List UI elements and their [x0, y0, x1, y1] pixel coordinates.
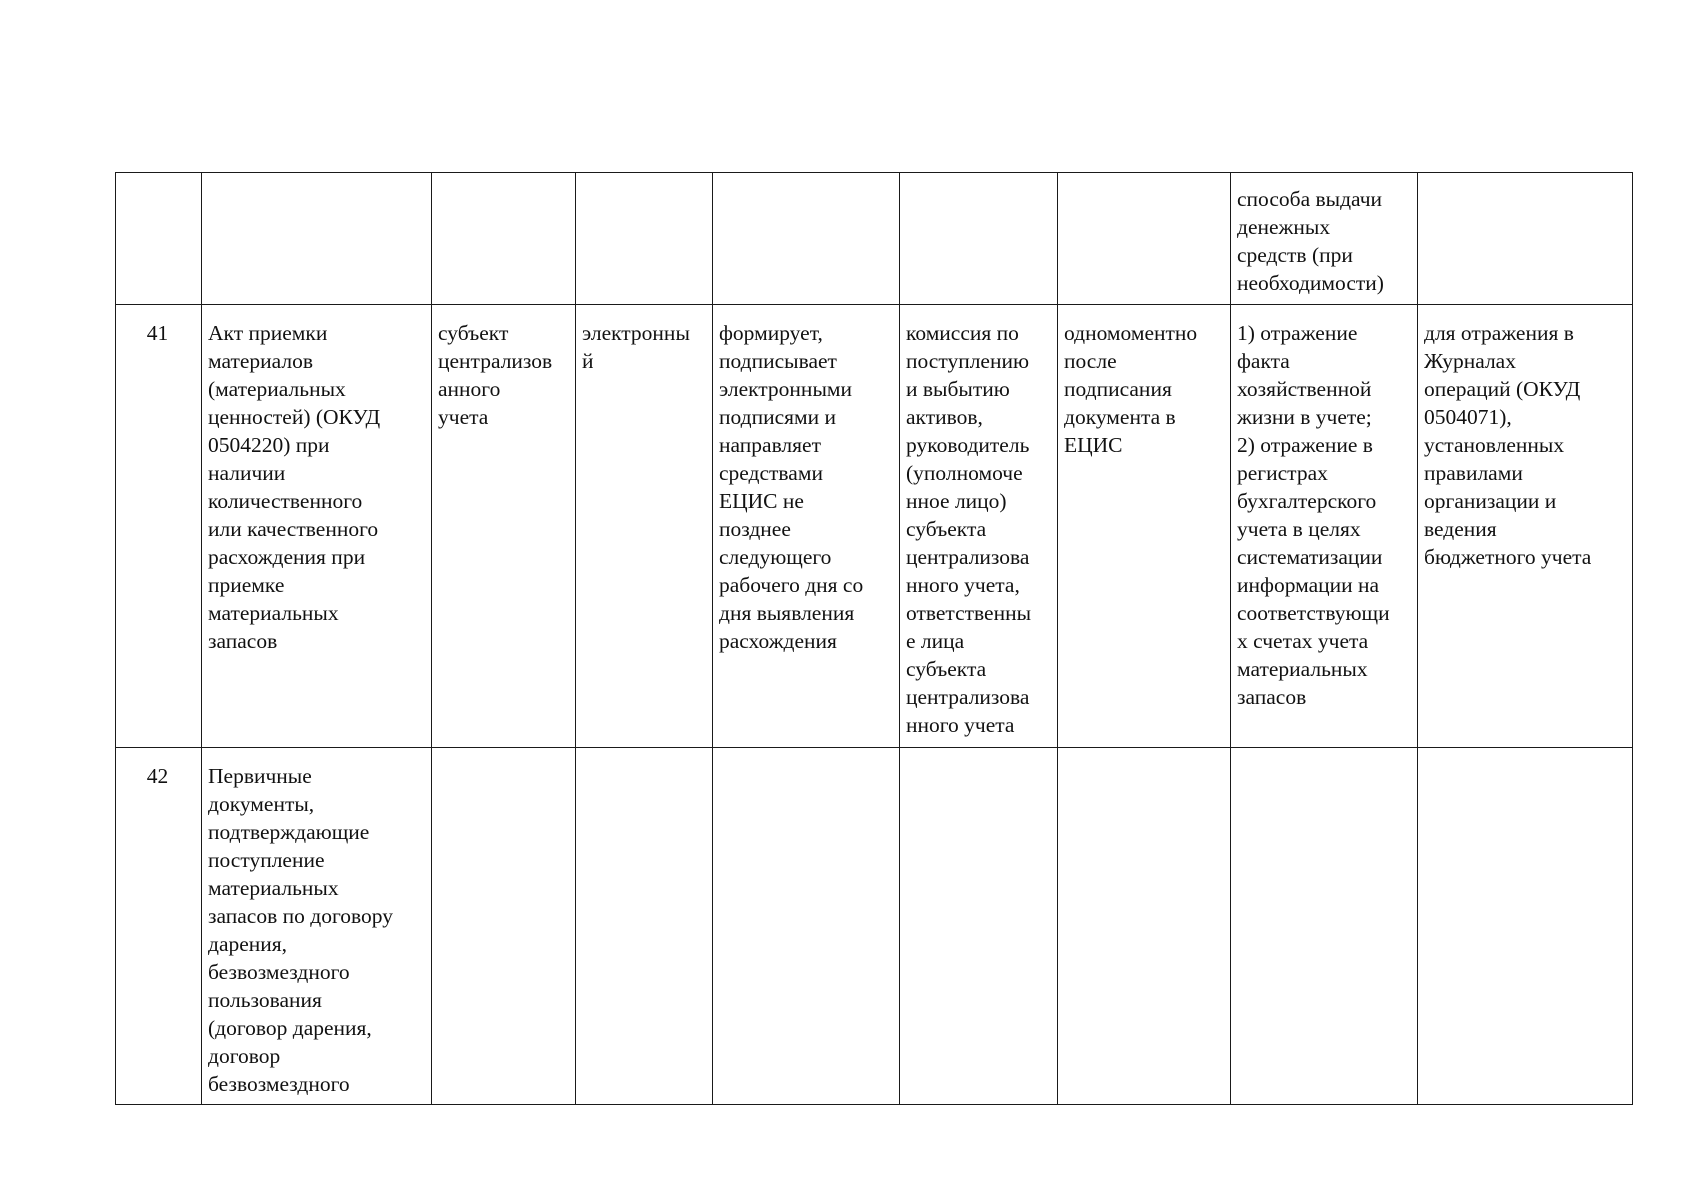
cell-text-line: запасов по договору — [208, 904, 393, 928]
cell-text-line: способа выдачи — [1237, 187, 1383, 211]
cell-text-line: информации на — [1237, 573, 1380, 597]
cell-text-line: нного учета, — [906, 573, 1020, 597]
cell-purpose — [1418, 748, 1633, 1105]
cell-text-line: безвозмездного — [208, 960, 350, 984]
cell-text-line: для отражения в — [1424, 321, 1574, 345]
cell-creator — [432, 748, 576, 1105]
cell-signatory — [900, 173, 1058, 305]
cell-text-line: правилами — [1424, 461, 1523, 485]
cell-text-line: централизова — [906, 685, 1030, 709]
cell-text-line: учета — [438, 405, 489, 429]
cell-text-line: учета в целях — [1237, 517, 1361, 541]
cell-text-line: комиссия по — [906, 321, 1019, 345]
cell-text-line: поступление — [208, 848, 325, 872]
cell-actions — [1231, 173, 1418, 305]
cell-procedure — [713, 748, 900, 1105]
cell-deadline — [1058, 305, 1231, 748]
cell-text-line: пользования — [208, 988, 322, 1012]
cell-text-line: количественного — [208, 489, 363, 513]
cell-number — [116, 173, 202, 305]
cell-text-line: бухгалтерского — [1237, 489, 1377, 513]
cell-text-line: приемке — [208, 573, 285, 597]
cell-text-line: необходимости) — [1237, 271, 1384, 295]
cell-text-line: установленных — [1424, 433, 1565, 457]
cell-text-line: централизов — [438, 349, 553, 373]
cell-text-line: ценностей) (ОКУД — [208, 405, 381, 429]
cell-procedure — [713, 305, 900, 748]
cell-text-line: или качественного — [208, 517, 379, 541]
cell-text-line: средствами — [719, 461, 823, 485]
cell-text-line: договор — [208, 1044, 281, 1068]
cell-text-line: (материальных — [208, 377, 346, 401]
cell-text-line: ЕЦИС — [1064, 433, 1123, 457]
cell-text-line: жизни в учете; — [1237, 405, 1372, 429]
cell-text-line: регистрах — [1237, 461, 1328, 485]
cell-text-line: (уполномоче — [906, 461, 1023, 485]
cell-text-line: дарения, — [208, 932, 288, 956]
cell-form — [576, 748, 713, 1105]
cell-text-line: документа в — [1064, 405, 1176, 429]
cell-deadline — [1058, 748, 1231, 1105]
cell-document — [202, 173, 432, 305]
cell-text-line: нное лицо) — [906, 489, 1007, 513]
cell-signatory — [900, 305, 1058, 748]
cell-text-line: и выбытию — [906, 377, 1010, 401]
cell-text-line: субъекта — [906, 657, 987, 681]
cell-text-line: поступлению — [906, 349, 1030, 373]
table-row-continuation — [116, 173, 1633, 305]
cell-form — [576, 305, 713, 748]
cell-text-line: 2) отражение в — [1237, 433, 1373, 457]
cell-text-line: систематизации — [1237, 545, 1383, 569]
cell-text-line: подписания — [1064, 377, 1172, 401]
table-row-41 — [116, 305, 1633, 748]
cell-text-line: бюджетного учета — [1424, 545, 1592, 569]
cell-text-line: безвозмездного — [208, 1072, 350, 1096]
cell-purpose — [1418, 173, 1633, 305]
cell-text-line: формирует, — [719, 321, 823, 345]
cell-text-line: Журналах — [1424, 349, 1516, 373]
cell-text-line: организации и — [1424, 489, 1557, 513]
cell-text-line: расхождения при — [208, 545, 366, 569]
cell-text-line: ЕЦИС не — [719, 489, 804, 513]
cell-text-line: нного учета — [906, 713, 1015, 737]
cell-text-line: активов, — [906, 405, 983, 429]
cell-text-line: расхождения — [719, 629, 837, 653]
cell-text-line: руководитель — [906, 433, 1030, 457]
cell-text-line: Первичные — [208, 764, 312, 788]
cell-text-line: х счетах учета — [1237, 629, 1369, 653]
cell-text-line: субъект — [438, 321, 509, 345]
cell-text-line: хозяйственной — [1237, 377, 1372, 401]
cell-text-line: централизова — [906, 545, 1030, 569]
cell-text-line: позднее — [719, 517, 791, 541]
cell-text-line: 1) отражение — [1237, 321, 1358, 345]
cell-text-line: следующего — [719, 545, 832, 569]
cell-text-line: подписывает — [719, 349, 837, 373]
cell-text-line: 0504071), — [1424, 405, 1512, 429]
cell-form — [576, 173, 713, 305]
cell-text-line: средств (при — [1237, 243, 1353, 267]
cell-text-line: дня выявления — [719, 601, 855, 625]
cell-text-line: наличии — [208, 461, 286, 485]
cell-procedure — [713, 173, 900, 305]
cell-actions — [1231, 748, 1418, 1105]
cell-document — [202, 748, 432, 1105]
cell-text-line: й — [582, 349, 594, 373]
document-table — [115, 172, 1633, 1105]
cell-text-line: анного — [438, 377, 501, 401]
cell-text-line: операций (ОКУД — [1424, 377, 1581, 401]
cell-actions — [1231, 305, 1418, 748]
cell-document — [202, 305, 432, 748]
cell-text-line: материальных — [208, 601, 339, 625]
cell-text-line: электронны — [582, 321, 690, 345]
cell-creator — [432, 305, 576, 748]
cell-text-line: после — [1064, 349, 1117, 373]
cell-text-line: соответствующи — [1237, 601, 1390, 625]
cell-text-line: подписями и — [719, 405, 837, 429]
table-row-42 — [116, 748, 1633, 1105]
cell-signatory — [900, 748, 1058, 1105]
cell-deadline — [1058, 173, 1231, 305]
cell-number: 41 — [116, 305, 202, 748]
cell-creator — [432, 173, 576, 305]
cell-text-line: запасов — [1237, 685, 1307, 709]
cell-text-line: подтверждающие — [208, 820, 370, 844]
cell-text-line: факта — [1237, 349, 1290, 373]
cell-text-line: материалов — [208, 349, 314, 373]
cell-text-line: документы, — [208, 792, 315, 816]
cell-text-line: электронными — [719, 377, 852, 401]
cell-text-line: материальных — [1237, 657, 1368, 681]
cell-text-line: 0504220) при — [208, 433, 330, 457]
cell-text-line: субъекта — [906, 517, 987, 541]
cell-text-line: ведения — [1424, 517, 1497, 541]
cell-purpose — [1418, 305, 1633, 748]
cell-text-line: рабочего дня со — [719, 573, 864, 597]
cell-text-line: материальных — [208, 876, 339, 900]
cell-text-line: ответственны — [906, 601, 1032, 625]
cell-text-line: направляет — [719, 433, 821, 457]
cell-text-line: денежных — [1237, 215, 1331, 239]
cell-text-line: одномоментно — [1064, 321, 1198, 345]
cell-text-line: Акт приемки — [208, 321, 328, 345]
cell-text-line: запасов — [208, 629, 278, 653]
cell-text-line: е лица — [906, 629, 965, 653]
cell-number: 42 — [116, 748, 202, 1105]
cell-text-line: (договор дарения, — [208, 1016, 372, 1040]
